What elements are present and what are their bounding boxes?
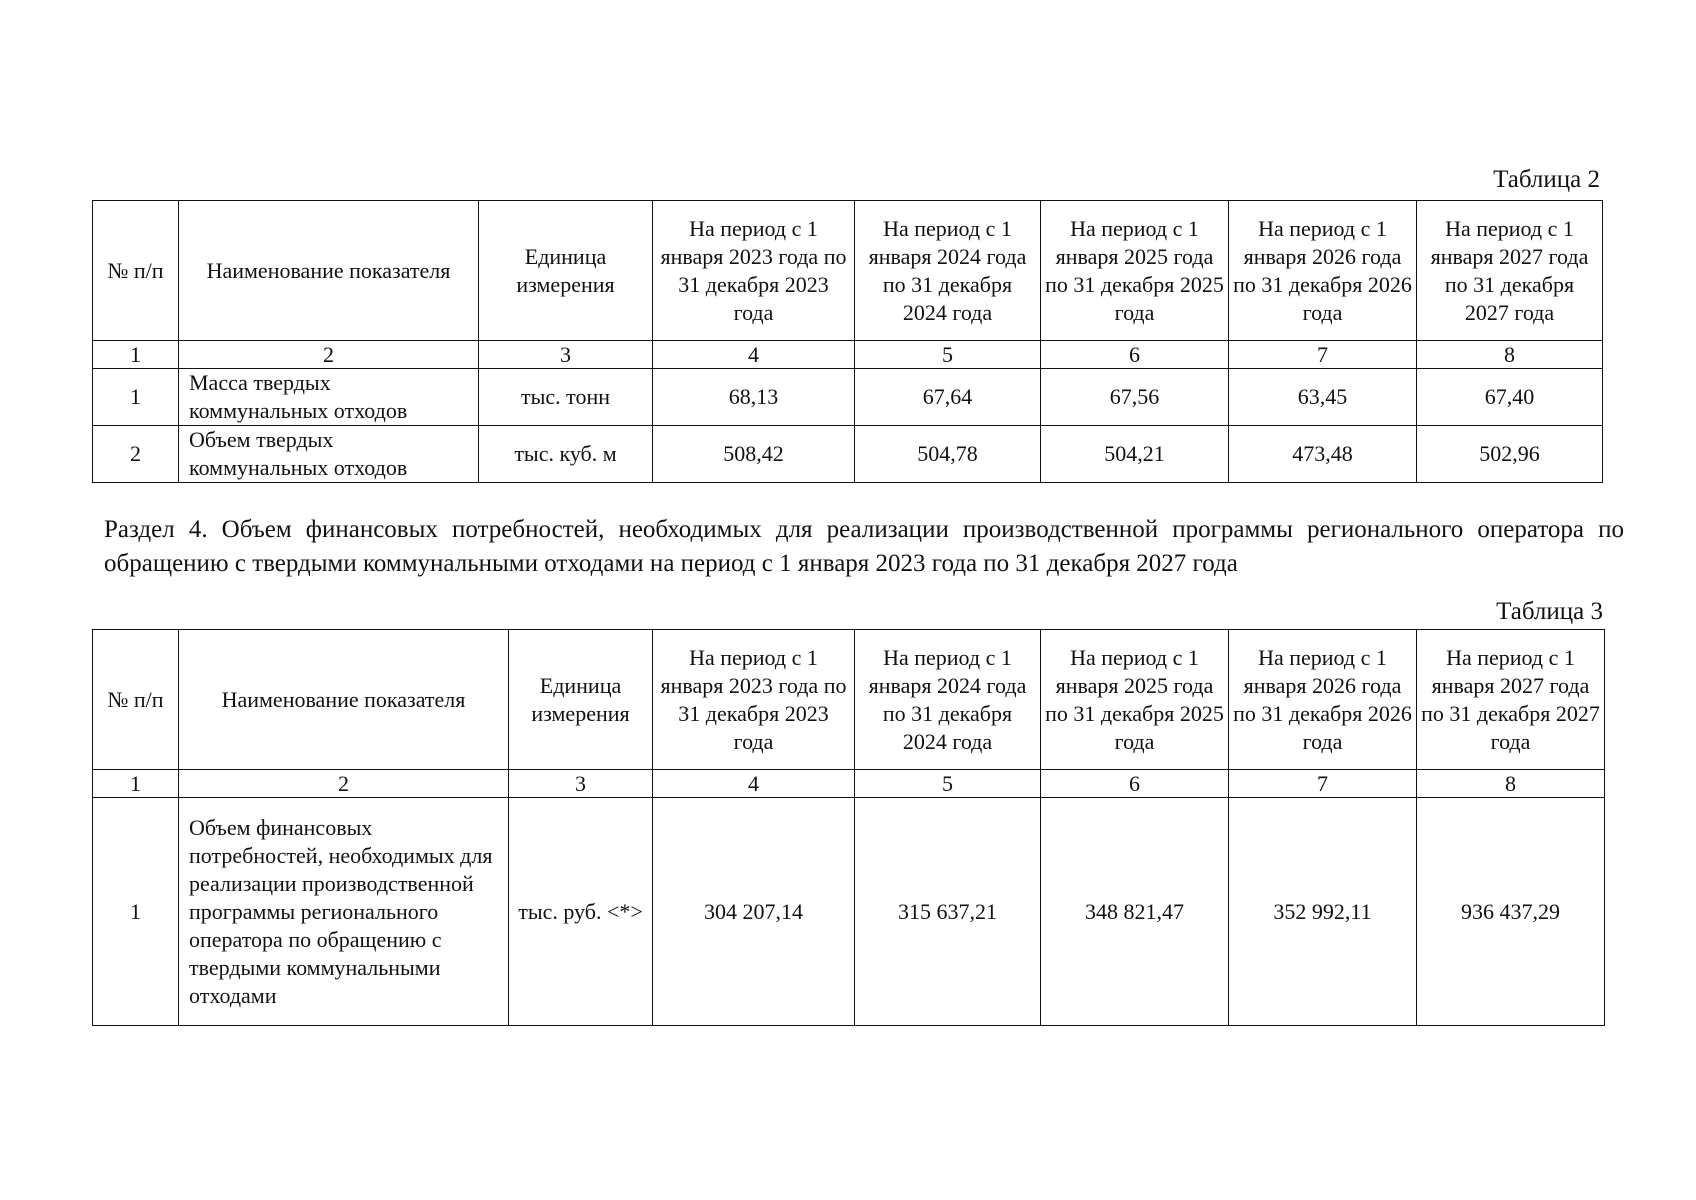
indicator-name: Объем финансовых потребностей, необходимых для реализации производственной программы регионального оператора по обращению с твердыми коммунальными отходами [179, 798, 509, 1026]
table2-colnum: 4 [653, 341, 855, 369]
value-cell: 508,42 [653, 426, 855, 483]
table-row [93, 798, 1605, 1026]
indicator-name: Масса твердых коммунальных отходов [179, 369, 479, 426]
table3-caption: Таблица 3 [1496, 598, 1603, 625]
table3-colnum: 7 [1229, 770, 1417, 798]
table3-header-period-2025: На период с 1 января 2025 года по 31 декабря 2025 года [1041, 630, 1229, 770]
table2-header-period-2027: На период с 1 января 2027 года по 31 декабря 2027 года [1417, 201, 1603, 341]
unit-cell: тыс. куб. м [479, 426, 653, 483]
table2-header-unit: Единица измерения [479, 201, 653, 341]
table2 [92, 200, 1603, 483]
value-cell: 304 207,14 [653, 798, 855, 1026]
value-cell: 67,40 [1417, 369, 1603, 426]
table3-header-unit: Единица измерения [509, 630, 653, 770]
table2-header-period-2024: На период с 1 января 2024 года по 31 декабря 2024 года [855, 201, 1041, 341]
table3-colnum: 1 [93, 770, 179, 798]
table3-header-period-2023: На период с 1 января 2023 года по 31 декабря 2023 года [653, 630, 855, 770]
table2-colnum: 7 [1229, 341, 1417, 369]
table2-colnum: 2 [179, 341, 479, 369]
unit-cell: тыс. руб. <*> [509, 798, 653, 1026]
table2-header-num: № п/п [93, 201, 179, 341]
table3-header-period-2026: На период с 1 января 2026 года по 31 декабря 2026 года [1229, 630, 1417, 770]
table3-colnum: 5 [855, 770, 1041, 798]
section4-heading: Раздел 4. Объем финансовых потребностей, необходимых для реализации производственной программы регионального оператора по обращению с твердыми коммунальными отходами на период с 1 января 2023 года по 31 декабря 2027 года [104, 516, 1624, 577]
table3-colnum: 8 [1417, 770, 1605, 798]
table3 [92, 629, 1605, 1026]
table-row [93, 369, 1603, 426]
table3-colnum: 4 [653, 770, 855, 798]
table2-colnum: 6 [1041, 341, 1229, 369]
value-cell: 67,56 [1041, 369, 1229, 426]
table2-header-period-2025: На период с 1 января 2025 года по 31 декабря 2025 года [1041, 201, 1229, 341]
value-cell: 67,64 [855, 369, 1041, 426]
table2-colnum: 3 [479, 341, 653, 369]
table2-colnum: 8 [1417, 341, 1603, 369]
table2-column-numbers-row [93, 341, 1603, 369]
table-row [93, 426, 1603, 483]
row-number: 1 [93, 798, 179, 1026]
indicator-name: Объем твердых коммунальных отходов [179, 426, 479, 483]
value-cell: 315 637,21 [855, 798, 1041, 1026]
unit-cell: тыс. тонн [479, 369, 653, 426]
table3-header-row [93, 630, 1605, 770]
table2-header-name: Наименование показателя [179, 201, 479, 341]
table3-colnum: 2 [179, 770, 509, 798]
value-cell: 473,48 [1229, 426, 1417, 483]
table2-header-period-2023: На период с 1 января 2023 года по 31 декабря 2023 года [653, 201, 855, 341]
table3-header-period-2027: На период с 1 января 2027 года по 31 декабря 2027 года [1417, 630, 1605, 770]
table3-colnum: 3 [509, 770, 653, 798]
value-cell: 68,13 [653, 369, 855, 426]
table2-caption: Таблица 2 [1493, 166, 1600, 193]
value-cell: 352 992,11 [1229, 798, 1417, 1026]
table3-column-numbers-row [93, 770, 1605, 798]
value-cell: 348 821,47 [1041, 798, 1229, 1026]
table2-header-period-2026: На период с 1 января 2026 года по 31 декабря 2026 года [1229, 201, 1417, 341]
value-cell: 504,78 [855, 426, 1041, 483]
row-number: 2 [93, 426, 179, 483]
row-number: 1 [93, 369, 179, 426]
table3-colnum: 6 [1041, 770, 1229, 798]
table2-header-row [93, 201, 1603, 341]
table3-header-name: Наименование показателя [179, 630, 509, 770]
value-cell: 63,45 [1229, 369, 1417, 426]
value-cell: 936 437,29 [1417, 798, 1605, 1026]
table2-colnum: 1 [93, 341, 179, 369]
table2-colnum: 5 [855, 341, 1041, 369]
table3-header-num: № п/п [93, 630, 179, 770]
value-cell: 502,96 [1417, 426, 1603, 483]
value-cell: 504,21 [1041, 426, 1229, 483]
table3-header-period-2024: На период с 1 января 2024 года по 31 декабря 2024 года [855, 630, 1041, 770]
